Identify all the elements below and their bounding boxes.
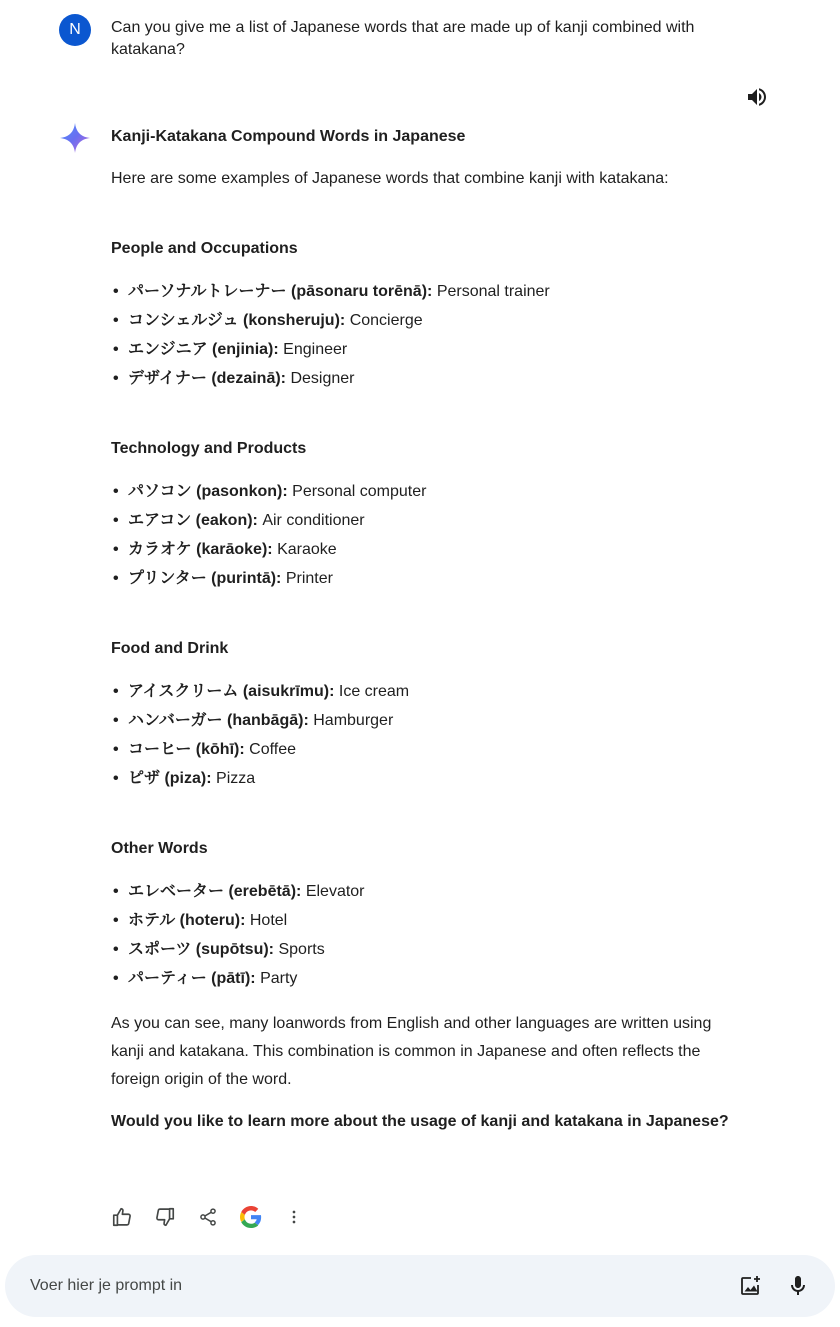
term: ピザ (piza):	[128, 770, 212, 787]
list-item	[111, 481, 426, 510]
list-item	[111, 739, 409, 768]
term: パーティー (pātī):	[128, 970, 256, 987]
term: エンジニア (enjinia):	[128, 341, 279, 358]
more-vert-icon[interactable]	[282, 1205, 306, 1229]
list-item	[111, 881, 365, 910]
term: アイスクリーム (aisukrīmu):	[128, 683, 335, 700]
response-actions	[110, 1205, 325, 1229]
list-item	[111, 710, 409, 739]
list-item	[111, 768, 409, 797]
list-item	[111, 368, 550, 397]
list-item	[111, 968, 365, 997]
response-title: Kanji-Katakana Compound Words in Japanese	[111, 128, 466, 145]
list-item	[111, 681, 409, 710]
word-list	[111, 481, 426, 597]
term: コンシェルジュ (konsheruju):	[128, 312, 346, 329]
term: ハンバーガー (hanbāgā):	[128, 712, 309, 729]
add-image-icon[interactable]	[738, 1274, 762, 1298]
meaning: Hotel	[249, 912, 288, 929]
thumbs-up-icon[interactable]	[110, 1205, 134, 1229]
meaning: Ice cream	[338, 683, 410, 700]
term: デザイナー (dezainā):	[128, 370, 286, 387]
term: コーヒー (kōhī):	[128, 741, 245, 758]
section-heading: Technology and Products	[111, 440, 307, 457]
meaning: Designer	[290, 370, 355, 387]
meaning: Sports	[278, 941, 325, 958]
meaning: Personal computer	[292, 483, 427, 500]
list-item	[111, 939, 365, 968]
response-intro: Here are some examples of Japanese words that combine kanji with katakana:	[111, 170, 669, 187]
term: エアコン (eakon):	[128, 512, 258, 529]
term: プリンター (purintā):	[128, 570, 282, 587]
user-avatar: N	[59, 14, 91, 46]
meaning: Air conditioner	[262, 512, 365, 529]
section-heading: Other Words	[111, 840, 208, 857]
share-icon[interactable]	[196, 1205, 220, 1229]
meaning: Personal trainer	[436, 283, 550, 300]
volume-icon[interactable]	[745, 85, 769, 109]
meaning: Printer	[285, 570, 333, 587]
gemini-sparkle-icon	[58, 121, 92, 155]
section-heading: People and Occupations	[111, 240, 298, 257]
term: カラオケ (karāoke):	[128, 541, 273, 558]
list-item	[111, 510, 426, 539]
word-list	[111, 881, 365, 997]
term: ホテル (hoteru):	[128, 912, 246, 929]
meaning: Party	[260, 970, 298, 987]
follow-up-question: Would you like to learn more about the usage of kanji and katakana in Japanese?	[111, 1113, 729, 1130]
google-g-icon[interactable]	[239, 1205, 263, 1229]
list-item	[111, 339, 550, 368]
term: スポーツ (supōtsu):	[128, 941, 275, 958]
list-item	[111, 568, 426, 597]
meaning: Engineer	[283, 341, 348, 358]
word-list	[111, 281, 550, 397]
prompt-bar	[5, 1255, 835, 1317]
term: パーソナルトレーナー (pāsonaru torēnā):	[128, 283, 433, 300]
word-list	[111, 681, 409, 797]
prompt-input[interactable]	[30, 1275, 630, 1297]
meaning: Concierge	[349, 312, 423, 329]
term: パソコン (pasonkon):	[128, 483, 288, 500]
term: エレベーター (erebētā):	[128, 883, 302, 900]
conclusion-paragraph: As you can see, many loanwords from English and other languages are written using kanji and katakana. This combination is common in Japanese and often reflects the foreign origin of the word.	[111, 1015, 712, 1088]
thumbs-down-icon[interactable]	[153, 1205, 177, 1229]
list-item	[111, 539, 426, 568]
meaning: Coffee	[249, 741, 296, 758]
section-heading: Food and Drink	[111, 640, 229, 657]
microphone-icon[interactable]	[786, 1274, 810, 1298]
meaning: Elevator	[305, 883, 365, 900]
user-message: Can you give me a list of Japanese words that are made up of kanji combined with katakana?	[111, 19, 695, 58]
meaning: Pizza	[216, 770, 256, 787]
list-item	[111, 281, 550, 310]
meaning: Hamburger	[313, 712, 394, 729]
list-item	[111, 910, 365, 939]
list-item	[111, 310, 550, 339]
meaning: Karaoke	[277, 541, 337, 558]
